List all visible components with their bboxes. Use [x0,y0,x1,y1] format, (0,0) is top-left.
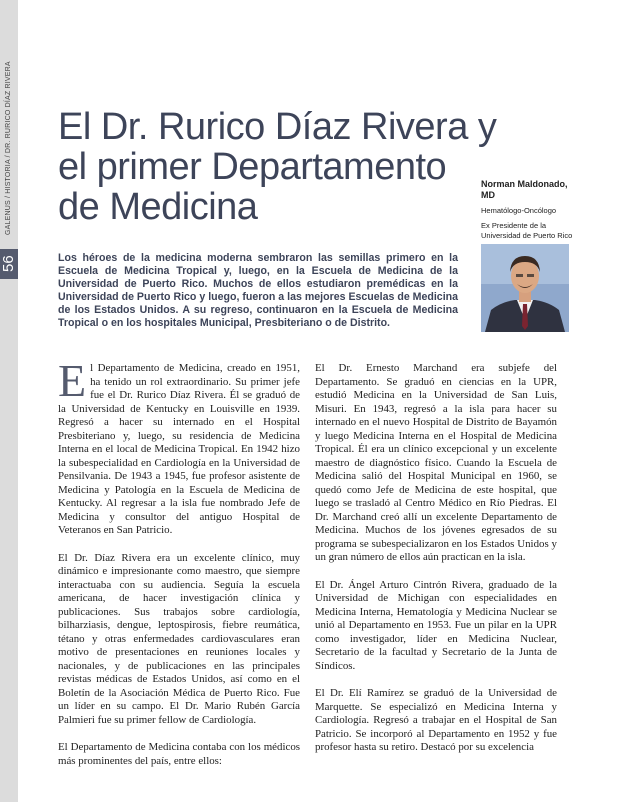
title-line-2: el primer Departamento [58,146,447,188]
article-lead: Los héroes de la medicina moderna sembraron las semillas primero en la Escuela de Medicina Tropical y, luego, en la Escuela de Medicina de la Universidad de Puerto Rico. Muchos de ellos estudiaron premédicas en la Universidad de Puerto Rico y luego, fueron a las mejores Escuelas de Medicina de los Estados Unidos. A su regreso, continuaron en la Escuela de Medicina Tropical o en los hospitales Municipal, Presbiteriano o de Distrito. [58,252,458,329]
author-name-line-2: MD [481,190,495,200]
body-paragraph: El Departamento de Medicina contaba con los médicos más prominentes del país, entre ellos: [58,741,300,767]
author-name [481,179,611,201]
author-role: Hematólogo-Oncólogo [481,206,557,215]
body-column-1 [58,355,300,782]
body-paragraph: El Dr. Díaz Rivera era un excelente clínico, muy dinámico e impresionante como maestro, que siempre interactuaba con su audiencia. Seguía la escuela americana, de hacer investigación clínica y publicaciones. Sus trabajos sobre cardiología, bilharziasis, dengue, leptospirosis, fiebre reumática, tétano y otras enfermedades cardiovasculares eran motivo de presentaciones en reuniones locales y nacionales, y de publicaciones en las principales revistas médicas de Estados Unidos, así como en el Boletín de la Asociación Médica de Puerto Rico. Fue un líder en su campo. El Dr. Mario Rubén García Palmieri fue su primer fellow de Cardiología. [58,551,300,726]
running-head: GALENUS / HISTORIA / DR. RURICO DÍAZ RIVERA [5,61,12,235]
title-line-1: El Dr. Rurico Díaz Rivera y [58,106,497,148]
article-title [58,107,498,227]
paragraph-text: l Departamento de Medicina, creado en 1951, ha tenido un rol extraordinario. Su primer jefe fue el Dr. Rurico Díaz Rivera. Él se graduó de la Universidad de Kentucky en Louisville en 1939. Regresó a hacer su internado en el Hospital Presbiteriano y, luego, su residencia de Medicina Interna en el local de Medicina Tropical. En 1942 hizo la subespecialidad en Cardiología en la Universidad de Pensilvania. De 1943 a 1945, fue profesor asistente de Medicina y Patología en la Escuela de Medicina de Kentucky. Al regresar a la isla fue nombrado Jefe de Medicina y consultor del antiguo Hospital de Veteranos en San Patricio. [58,362,300,536]
body-paragraph [58,355,300,538]
author-position-line-1: Ex Presidente de la [481,221,547,230]
author-position [481,221,611,241]
author-name-line-1: Norman Maldonado, [481,179,568,189]
body-paragraph: El Dr. Ángel Arturo Cintrón Rivera, graduado de la Universidad de Michigan con especialidades en Medicina Interna, Hematología y Medicina Nuclear se unió al Departamento en 1953. Fue un pilar en la UPR como investigador, líder en Medicina Nuclear, Secretario de la facultad y Secretario de la Junta de Síndicos. [315,578,557,672]
author-block [481,179,611,241]
author-position-line-2: Universidad de Puerto Rico [481,231,573,240]
author-photo [481,244,569,332]
body-column-2 [315,362,557,769]
body-paragraph: El Dr. Ernesto Marchand era subjefe del Departamento. Se graduó en ciencias en la UPR, estudió Medicina en la Universidad de San Luis, Misuri. En 1943, regresó a la isla para hacer su internado en el nuevo Hospital de Distrito de Bayamón y luego Medicina Interna en el Hospital de Medicina Tropical. Él era un clínico excepcional y un excelente maestro de diagnóstico físico. Cuando la Escuela de Medicina salió del Hospital Municipal en 1960, se quedó como Jefe de Medicina de este hospital, que luego se trasladó al Centro Médico en Río Piedras. El Dr. Marchand creó allí un excelente Departamento de Medicina. Muchos de los jóvenes egresados de su programa se subespecializaron en los Estados Unidos y un gran número de ellos aún practican en la isla. [315,362,557,563]
page-number: 56 [0,255,17,273]
drop-cap: E [58,355,87,406]
page-number-box [0,249,18,279]
body-paragraph: El Dr. Elí Ramírez se graduó de la Universidad de Marquette. Se especializó en Medicina Interna y Cardiología. Regresó a trabajar en el Hospital de San Patricio. Se incorporó al Departamento en 1952 y fue profesor hasta su retiro. Destacó por su excelencia [315,687,557,753]
title-line-3: de Medicina [58,186,258,228]
